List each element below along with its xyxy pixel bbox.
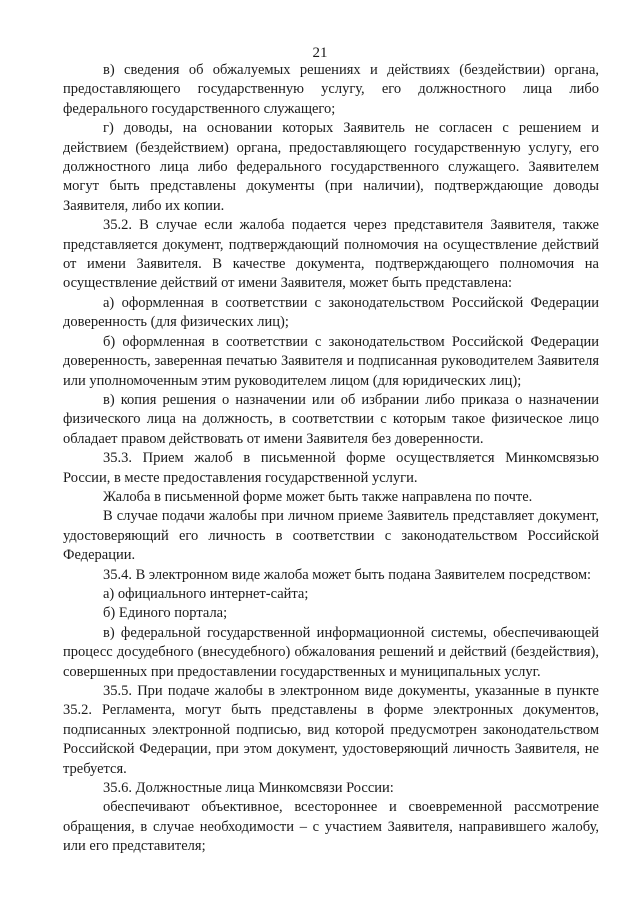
paragraph-35-4: 35.4. В электронном виде жалоба может быть подана Заявителем посредством: bbox=[103, 566, 592, 583]
paragraph-35-5: 35.5. При подаче жалобы в электронном виде документы, указанные в пункте 35.2. Регламента, могут быть представлены в форме электронных документов, подписанных электронной подписью, вид которой предусмотрен законодательством Российской Федерации, при этом документ, удостоверяющий личность Заявителя, не требуется. bbox=[63, 683, 599, 777]
paragraph-item-b-portal: б) Единого портала; bbox=[103, 605, 228, 622]
page-number: 21 bbox=[312, 45, 328, 61]
paragraph-obligations: обеспечивают объективное, всестороннее и своевременной рассмотрение обращения, в случае необходимости – с участием Заявителя, направившего жалобу, или его представителя; bbox=[63, 799, 599, 855]
document-body bbox=[63, 61, 599, 857]
paragraph-item-b-legal-entities: б) оформленная в соответствии с законодательством Российской Федерации доверенность, заверенная печатью Заявителя и подписанная руководителем Заявителя или уполномоченным этим руководителем лицом (для юридических лиц); bbox=[63, 333, 599, 389]
paragraph-item-v-appointment: в) копия решения о назначении или об избрании либо приказа о назначении физического лица на должность, в соответствии с которым такое физическое лицо обладает правом действовать от имени Заявителя без доверенности. bbox=[63, 391, 599, 447]
paragraph-35-2: 35.2. В случае если жалоба подается через представителя Заявителя, также представляется документ, подтверждающий полномочия на осуществление действий от имени Заявителя. В качестве документа, подтверждающего полномочия на осуществление действий от имени Заявителя, может быть представлена: bbox=[63, 217, 599, 292]
paragraph-35-3: 35.3. Прием жалоб в письменной форме осуществляется Минкомсвязью России, в месте предоставления государственной услуги. bbox=[63, 450, 599, 486]
paragraph-mail: Жалоба в письменной форме может быть также направлена по почте. bbox=[103, 488, 533, 505]
paragraph-item-v-federal-system: в) федеральной государственной информационной системы, обеспечивающей процесс досудебного (внесудебного) обжалования решений и действий (бездействия), совершенных при предоставлении государственных и муниципальных услуг. bbox=[63, 624, 599, 680]
paragraph-35-6: 35.6. Должностные лица Минкомсвязи России: bbox=[103, 780, 394, 797]
paragraph-item-g-arguments: г) доводы, на основании которых Заявитель не согласен с решением и действием (бездействием) органа, предоставляющего государственную услугу, его должностного лица либо федерального государственного служащего. Заявителем могут быть представлены документы (при наличии), подтверждающие доводы Заявителя, либо их копии. bbox=[63, 120, 599, 214]
paragraph-personal-reception: В случае подачи жалобы при личном приеме Заявитель представляет документ, удостоверяющий его личность в соответствии с законодательством Российской Федерации. bbox=[63, 508, 599, 564]
paragraph-item-a-individuals: а) оформленная в соответствии с законодательством Российской Федерации доверенность (для физических лиц); bbox=[63, 294, 599, 331]
paragraph-item-v-subject: в) сведения об обжалуемых решениях и действиях (бездействии) органа, предоставляющего государственную услугу, его должностного лица либо федерального государственного служащего; bbox=[63, 62, 599, 117]
paragraph-item-a-website: а) официального интернет-сайта; bbox=[103, 585, 309, 602]
